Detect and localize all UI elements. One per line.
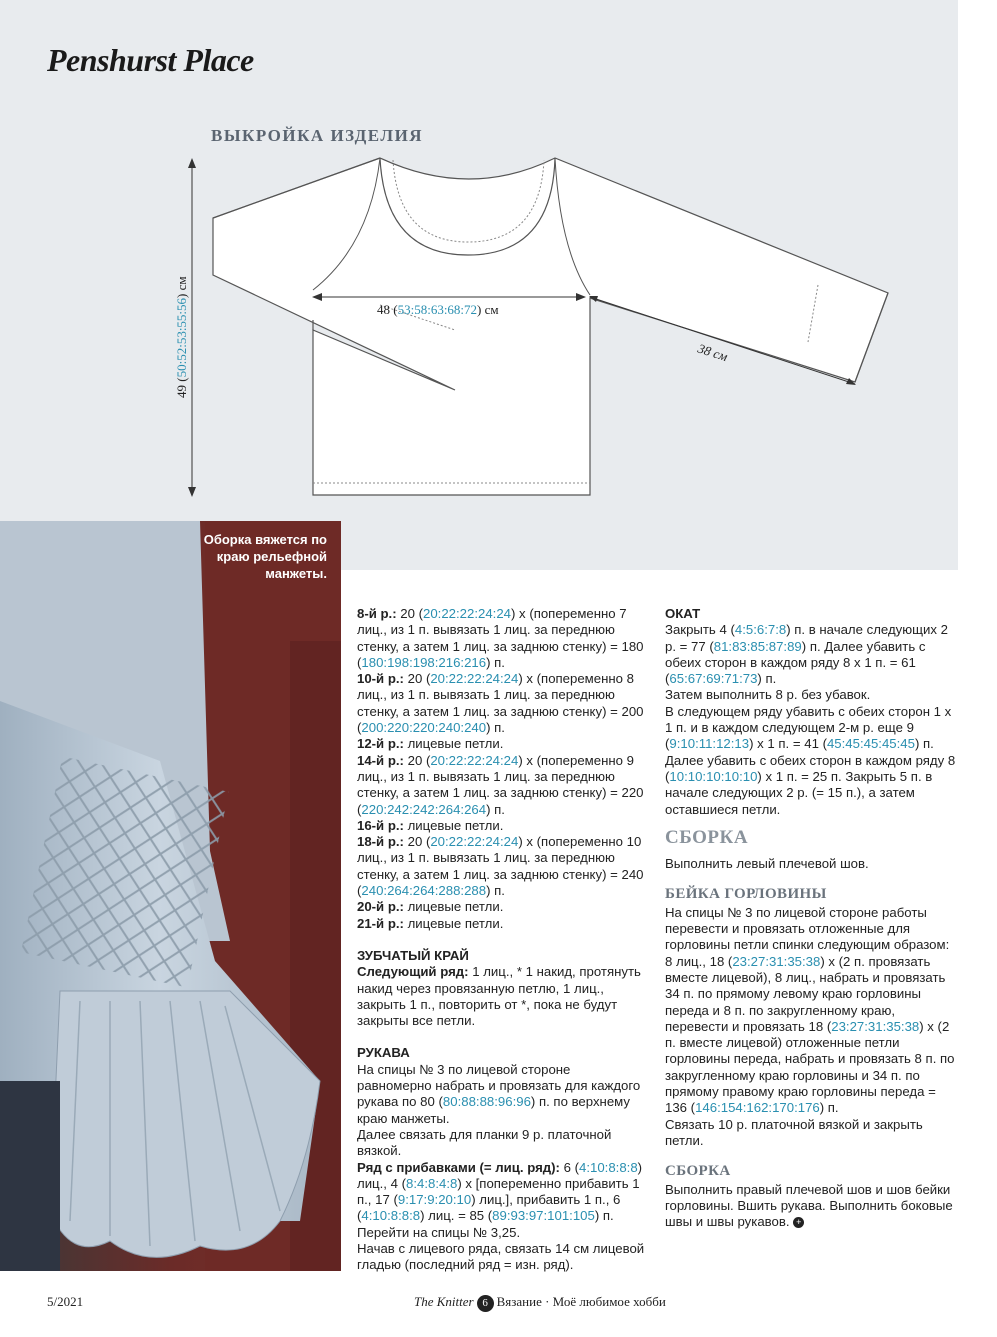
stockinette-p: Начав с лицевого ряда, связать 14 см лицевой гладью (последний ряд = изн. ряд). (357, 1240, 645, 1273)
width-unit: ) см (477, 302, 499, 317)
sleeve-photo (0, 521, 341, 1271)
neckband-p2: Связать 10 р. платочной вязкой и закрыть петли. (665, 1116, 923, 1148)
final-assembly-p: Выполнить правый плечевой шов и шов бейки горловины. Вшить рукава. Выполнить боковые швы и швы рукавов. + (665, 1181, 953, 1230)
row-14: 14-й р.: 20 (20:22:22:24:24) х (попеременно 9 лиц., из 1 п. вывязать 1 лиц. за переднюю стенку, а затем 1 лиц. за заднюю стенку) = 220 (220:242:242:264:264) п. (357, 752, 644, 817)
edge-heading: ЗУБЧАТЫЙ КРАЙ (357, 947, 469, 963)
neckband-heading: БЕЙКА ГОРЛОВИНЫ (665, 886, 827, 903)
magazine-name: The Knitter (414, 1294, 474, 1309)
sleeves-p2: Далее связать для планки 9 р. платочной вязкой. (357, 1126, 612, 1159)
end-mark-icon: + (793, 1217, 804, 1228)
edge-row: Следующий ряд: 1 лиц., * 1 накид, протянуть накид через провязанную петлю, 1 лиц., закрыть 1 п., повторить от *, пока не будут закрыты все петли. (357, 964, 641, 1029)
sleeve-length-label: 38 см (696, 340, 730, 365)
row-21: 21-й р.: лицевые петли. (357, 915, 504, 931)
sleeves-p1: На спицы № 3 по лицевой стороне равномерно набрать и провязать для каждого рукава по 80 (80:88:88:96:96) п. по верхнему краю манжеты. (357, 1061, 641, 1126)
row-12: 12-й р.: лицевые петли. (357, 736, 504, 752)
column-1 (357, 606, 647, 1274)
okat-heading: ОКАТ (665, 606, 701, 621)
height-base: 49 ( (174, 377, 189, 398)
schema-label: ВЫКРОЙКА ИЗДЕЛИЯ (211, 126, 424, 145)
sweater-outline (213, 158, 888, 495)
height-unit: ) см (174, 276, 189, 298)
height-sizes: 50:52:53:55:56 (174, 297, 189, 378)
okat-p4: Далее убавить с обеих сторон в каждом ряду 8 (10:10:10:10:10) х 1 п. = 25 п. Закрыть 5 п. в начале следующих 2 р. (= 15 п.), а затем оставшиеся петли. (665, 752, 956, 817)
issue-number: 5/2021 (47, 1294, 84, 1309)
row-16: 16-й р.: лицевые петли. (357, 817, 504, 833)
width-label (377, 302, 499, 317)
final-assembly-heading: СБОРКА (665, 1163, 731, 1180)
increase-row: Ряд с прибавками (= лиц. ряд): 6 (4:10:8:8:8) лиц., 4 (8:4:8:4:8) х [попеременно прибавить 1 п., 17 (9:17:9:20:10) лиц.], прибавить 1 п., 6 (4:10:8:8:8) лиц. = 85 (89:93:97:101:105) п. (357, 1159, 643, 1224)
assembly-p: Выполнить левый плечевой шов. (665, 856, 869, 872)
page-title: Penshurst Place (47, 42, 254, 78)
row-8: 8-й р.: 20 (20:22:22:24:24) х (попеременно 7 лиц., из 1 п. вывязать 1 лиц. за переднюю стенку, а затем 1 лиц. за заднюю стенку) = 180 (180:198:198:216:216) п. (357, 606, 644, 670)
column-2 (665, 606, 957, 1230)
row-10: 10-й р.: 20 (20:22:22:24:24) х (попеременно 8 лиц., из 1 п. вывязать 1 лиц. за переднюю стенку, а затем 1 лиц. за заднюю стенку) = 200 (200:220:220:240:240) п. (357, 671, 644, 736)
tagline: Вязание · Моё любимое хобби (496, 1294, 666, 1309)
photo-caption: Оборка вяжется по краю рельефной манжеты. (203, 532, 327, 581)
row-18: 18-й р.: 20 (20:22:22:24:24) х (попеременно 10 лиц., из 1 п. вывязать 1 лиц. за переднюю стенку, а затем 1 лиц. за заднюю стенку) = 240 (240:264:264:288:288) п. (357, 834, 644, 899)
page-number: 6 (477, 1295, 494, 1312)
okat-p2: Затем выполнить 8 р. без убавок. (665, 687, 871, 703)
garment-schema (0, 0, 958, 570)
okat-p3: В следующем ряду убавить с обеих сторон 1 х 1 п. и в каждом следующем 2-м р. еще 9 (9:10:11:12:13) х 1 п. = 41 (45:45:45:45:45) п. (665, 703, 952, 752)
okat-p1: Закрыть 4 (4:5:6:7:8) п. в начале следующих 2 р. = 77 (81:83:85:87:89) п. Далее убавить с обеих сторон в каждом ряду 8 х 1 п. = 61 (65:67:69:71:73) п. (665, 622, 948, 687)
assembly-heading: СБОРКА (665, 826, 749, 848)
width-base: 48 ( (377, 302, 398, 317)
needles-p: Перейти на спицы № 3,25. (357, 1224, 521, 1240)
row-20: 20-й р.: лицевые петли. (357, 899, 504, 915)
height-label (174, 276, 189, 398)
sleeves-heading: РУКАВА (357, 1045, 410, 1061)
footer-magazine (414, 1294, 666, 1312)
width-sizes: 53:58:63:68:72 (397, 302, 478, 317)
neckband-p1: На спицы № 3 по лицевой стороне работы перевести и провязать отложенные для горловины петли спинки следующим образом: 8 лиц., 18 (23:27:31:35:38) х (2 п. провязать вместе лицевой), 8 лиц., набрать и провязать 34 п. по прямому левому краю горловины переда и 8 п. по закругленному краю, перевести и провязать 18 (23:27:31:35:38) х (2 п. вместе лицевой) отложенные петли горловины переда, набрать и провязать 8 п. по закругленному краю горловины и 34 п. по прямому правому краю горловины переда = 136 (146:154:162:170:176) п. (665, 904, 955, 1116)
